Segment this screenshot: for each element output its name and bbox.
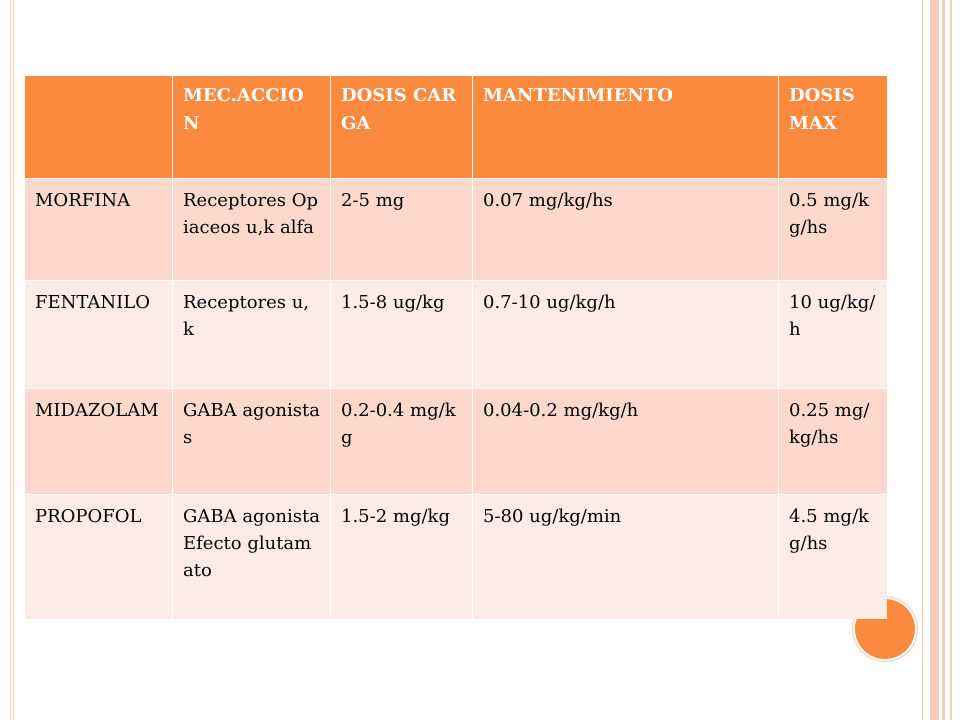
loading-dose: 0.2-0.4 mg/kg bbox=[331, 389, 473, 495]
table-row bbox=[25, 179, 887, 281]
frame-line-right-outer bbox=[942, 0, 945, 720]
header-mec-accion: MEC.ACCION bbox=[173, 76, 331, 179]
max-dose: 10 ug/kg/h bbox=[779, 281, 887, 389]
maintenance-dose: 0.7-10 ug/kg/h bbox=[473, 281, 779, 389]
mechanism: Receptores Opiaceos u,k alfa bbox=[173, 179, 331, 281]
loading-dose: 2-5 mg bbox=[331, 179, 473, 281]
loading-dose: 1.5-8 ug/kg bbox=[331, 281, 473, 389]
table-row bbox=[25, 281, 887, 389]
frame-line-left bbox=[10, 0, 11, 720]
header-dosis-carga: DOSIS CARGA bbox=[331, 76, 473, 179]
header-dosis-max: DOSIS MAX bbox=[779, 76, 887, 179]
frame-line-left-inner bbox=[13, 0, 14, 720]
frame-band-right bbox=[930, 0, 939, 720]
max-dose: 0.25 mg/kg/hs bbox=[779, 389, 887, 495]
max-dose: 0.5 mg/kg/hs bbox=[779, 179, 887, 281]
drug-name: FENTANILO bbox=[25, 281, 173, 389]
drug-name: PROPOFOL bbox=[25, 495, 173, 620]
maintenance-dose: 0.04-0.2 mg/kg/h bbox=[473, 389, 779, 495]
max-dose: 4.5 mg/kg/hs bbox=[779, 495, 887, 620]
frame-line-right-edge bbox=[950, 0, 952, 720]
mechanism: GABA agonista Efecto glutamato bbox=[173, 495, 331, 620]
header-empty bbox=[25, 76, 173, 179]
frame-line-right bbox=[922, 0, 923, 720]
maintenance-dose: 5-80 ug/kg/min bbox=[473, 495, 779, 620]
drug-name: MIDAZOLAM bbox=[25, 389, 173, 495]
maintenance-dose: 0.07 mg/kg/hs bbox=[473, 179, 779, 281]
table-header-row bbox=[25, 76, 887, 179]
table-row bbox=[25, 495, 887, 620]
drug-name: MORFINA bbox=[25, 179, 173, 281]
drug-dosage-table bbox=[24, 76, 887, 619]
mechanism: GABA agonistas bbox=[173, 389, 331, 495]
mechanism: Receptores u, k bbox=[173, 281, 331, 389]
header-mantenimiento: MANTENIMIENTO bbox=[473, 76, 779, 179]
loading-dose: 1.5-2 mg/kg bbox=[331, 495, 473, 620]
table-row bbox=[25, 389, 887, 495]
